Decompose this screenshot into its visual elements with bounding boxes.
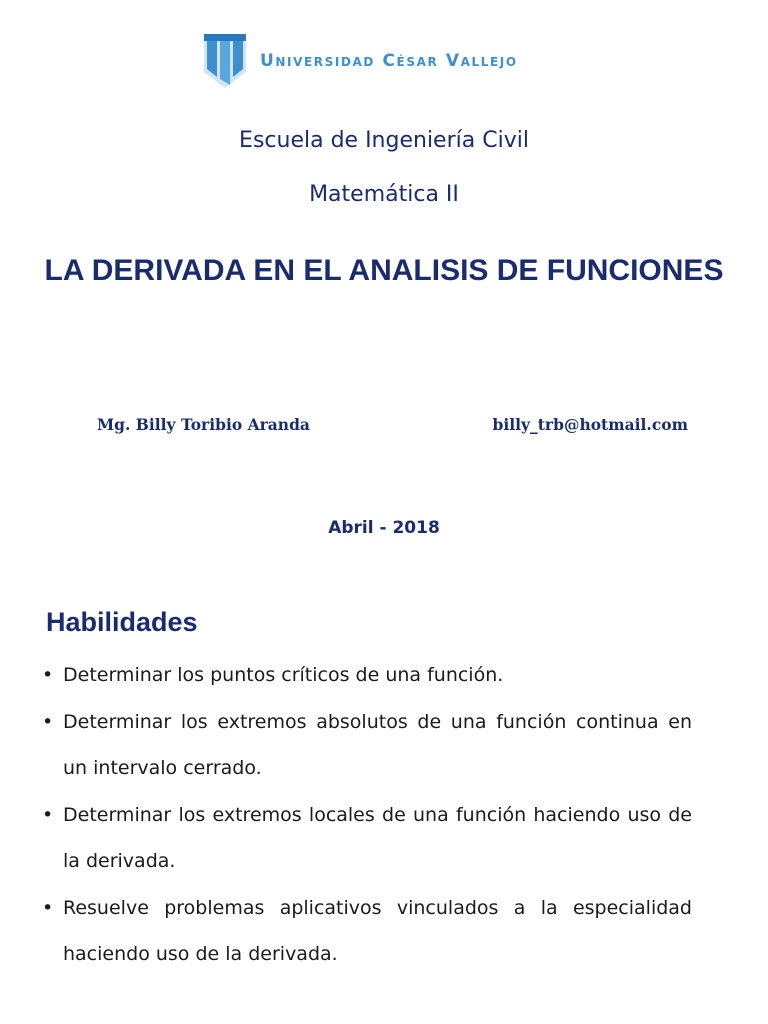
bullet-icon: • xyxy=(42,897,54,919)
skills-slide xyxy=(0,592,768,1024)
university-logo xyxy=(202,32,518,90)
skill-item-text: Determinar los extremos absolutos de una función continua en un intervalo cerrado. xyxy=(63,711,692,779)
course-name: Matemática II xyxy=(309,182,459,207)
skill-item xyxy=(42,699,692,791)
presentation-title-text: LA DERIVADA EN EL ANALISIS DE FUNCIONES xyxy=(44,254,724,287)
presentation-title xyxy=(0,253,768,289)
bullet-icon: • xyxy=(42,664,54,686)
skills-list xyxy=(42,652,692,978)
presentation-date: Abril - 2018 xyxy=(328,518,440,538)
skill-item-text: Resuelve problemas aplicativos vinculados a la especialidad haciendo uso de la derivada. xyxy=(63,897,692,965)
bullet-icon: • xyxy=(42,711,54,733)
bullet-icon: • xyxy=(42,804,54,826)
university-shield-icon xyxy=(202,32,248,90)
skill-item-text: Determinar los puntos críticos de una función. xyxy=(63,664,504,686)
skill-item-text: Determinar los extremos locales de una función haciendo uso de la derivada. xyxy=(63,804,692,872)
university-name: Universidad César Vallejo xyxy=(260,51,518,71)
skill-item xyxy=(42,792,692,884)
author-name: Mg. Billy Toribio Aranda xyxy=(97,415,310,434)
author-email: billy_trb@hotmail.com xyxy=(492,415,688,434)
skills-heading: Habilidades xyxy=(46,607,198,637)
skill-item xyxy=(42,652,692,698)
school-name: Escuela de Ingeniería Civil xyxy=(239,128,529,153)
skill-item xyxy=(42,885,692,977)
